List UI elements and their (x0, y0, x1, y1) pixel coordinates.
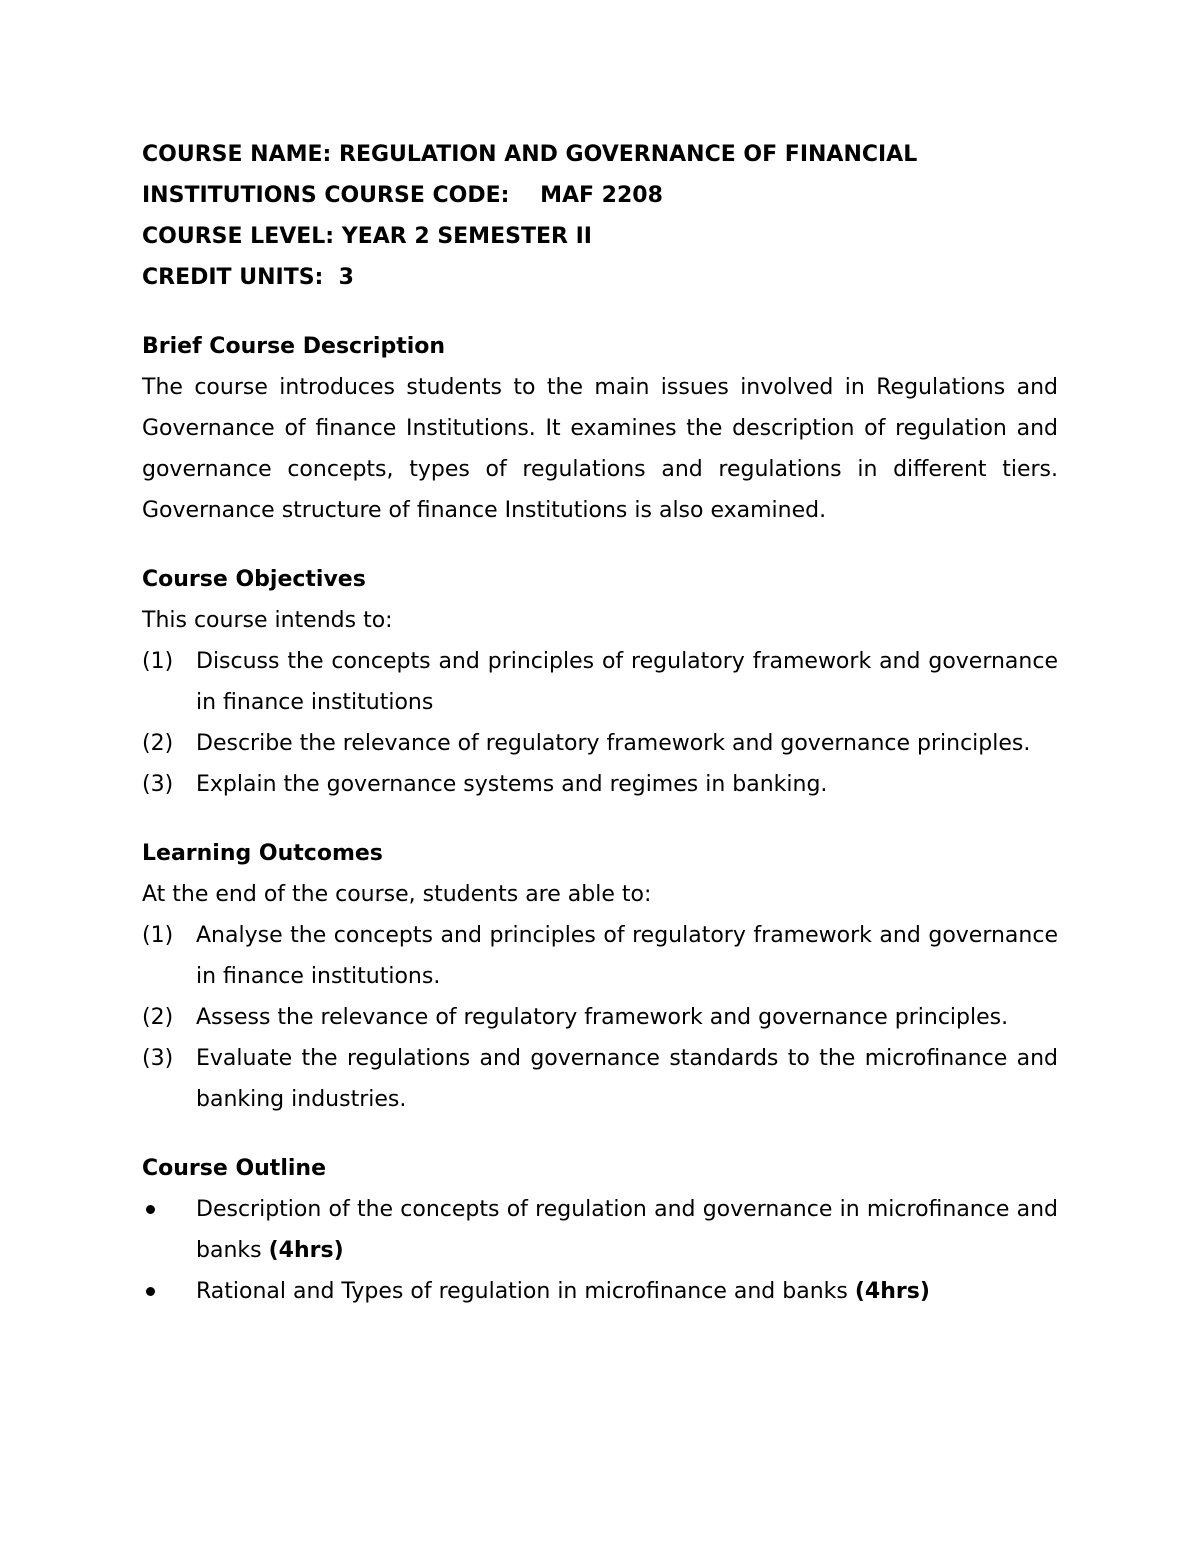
objectives-heading: Course Objectives (142, 567, 366, 592)
spacer (142, 805, 1058, 833)
objective-item (142, 764, 1058, 805)
description-text: The course introduces students to the main issues involved in Regulations and Governance of finance Institutions. It examines the description of regulation and governance concepts, types of regulations and regulations in different tiers. Governance structure of finance Institutions is also examined. (142, 375, 1058, 523)
outline-item-hours: (4hrs) (854, 1279, 930, 1304)
bullet-icon (142, 1189, 196, 1271)
course-name-line: COURSE NAME: REGULATION AND GOVERNANCE OF FINANCIAL (142, 142, 918, 167)
list-text: Assess the relevance of regulatory framework and governance principles. (196, 1005, 1009, 1030)
list-text: Describe the relevance of regulatory framework and governance principles. (196, 731, 1031, 756)
list-marker: (2) (142, 1005, 174, 1030)
spacer (142, 1120, 1058, 1148)
document-page (142, 134, 1058, 1312)
outline-item-text: Rational and Types of regulation in microfinance and banks (196, 1279, 855, 1304)
list-marker: (3) (142, 772, 174, 797)
outline-heading: Course Outline (142, 1156, 326, 1181)
outline-item-text: Description of the concepts of regulation and governance in microfinance and banks (196, 1197, 1058, 1263)
list-marker: (1) (142, 923, 174, 948)
list-text: Analyse the concepts and principles of regulatory framework and governance in finance institutions. (196, 923, 1058, 989)
list-marker: (1) (142, 649, 174, 674)
outcome-item (142, 915, 1058, 997)
course-code-line: INSTITUTIONS COURSE CODE: MAF 2208 (142, 183, 663, 208)
description-heading: Brief Course Description (142, 334, 446, 359)
credit-units-line: CREDIT UNITS: 3 (142, 265, 354, 290)
list-text: Evaluate the regulations and governance standards to the microfinance and banking industries. (196, 1046, 1058, 1112)
outcomes-heading: Learning Outcomes (142, 841, 383, 866)
outline-item (142, 1189, 1058, 1271)
list-text (196, 1189, 1058, 1271)
outcome-item (142, 1038, 1058, 1120)
list-text: Discuss the concepts and principles of regulatory framework and governance in finance institutions (196, 649, 1058, 715)
bullet-icon (142, 1271, 196, 1312)
list-marker: (3) (142, 1046, 174, 1071)
objective-item (142, 723, 1058, 764)
outcome-item (142, 997, 1058, 1038)
list-text: Explain the governance systems and regimes in banking. (196, 772, 828, 797)
course-level-line: COURSE LEVEL: YEAR 2 SEMESTER II (142, 224, 592, 249)
spacer (142, 531, 1058, 559)
outcomes-intro: At the end of the course, students are able to: (142, 882, 652, 907)
objective-item (142, 641, 1058, 723)
list-text (196, 1271, 1058, 1312)
objectives-intro: This course intends to: (142, 608, 393, 633)
spacer (142, 298, 1058, 326)
outline-item (142, 1271, 1058, 1312)
outline-item-hours: (4hrs) (268, 1238, 344, 1263)
list-marker: (2) (142, 731, 174, 756)
